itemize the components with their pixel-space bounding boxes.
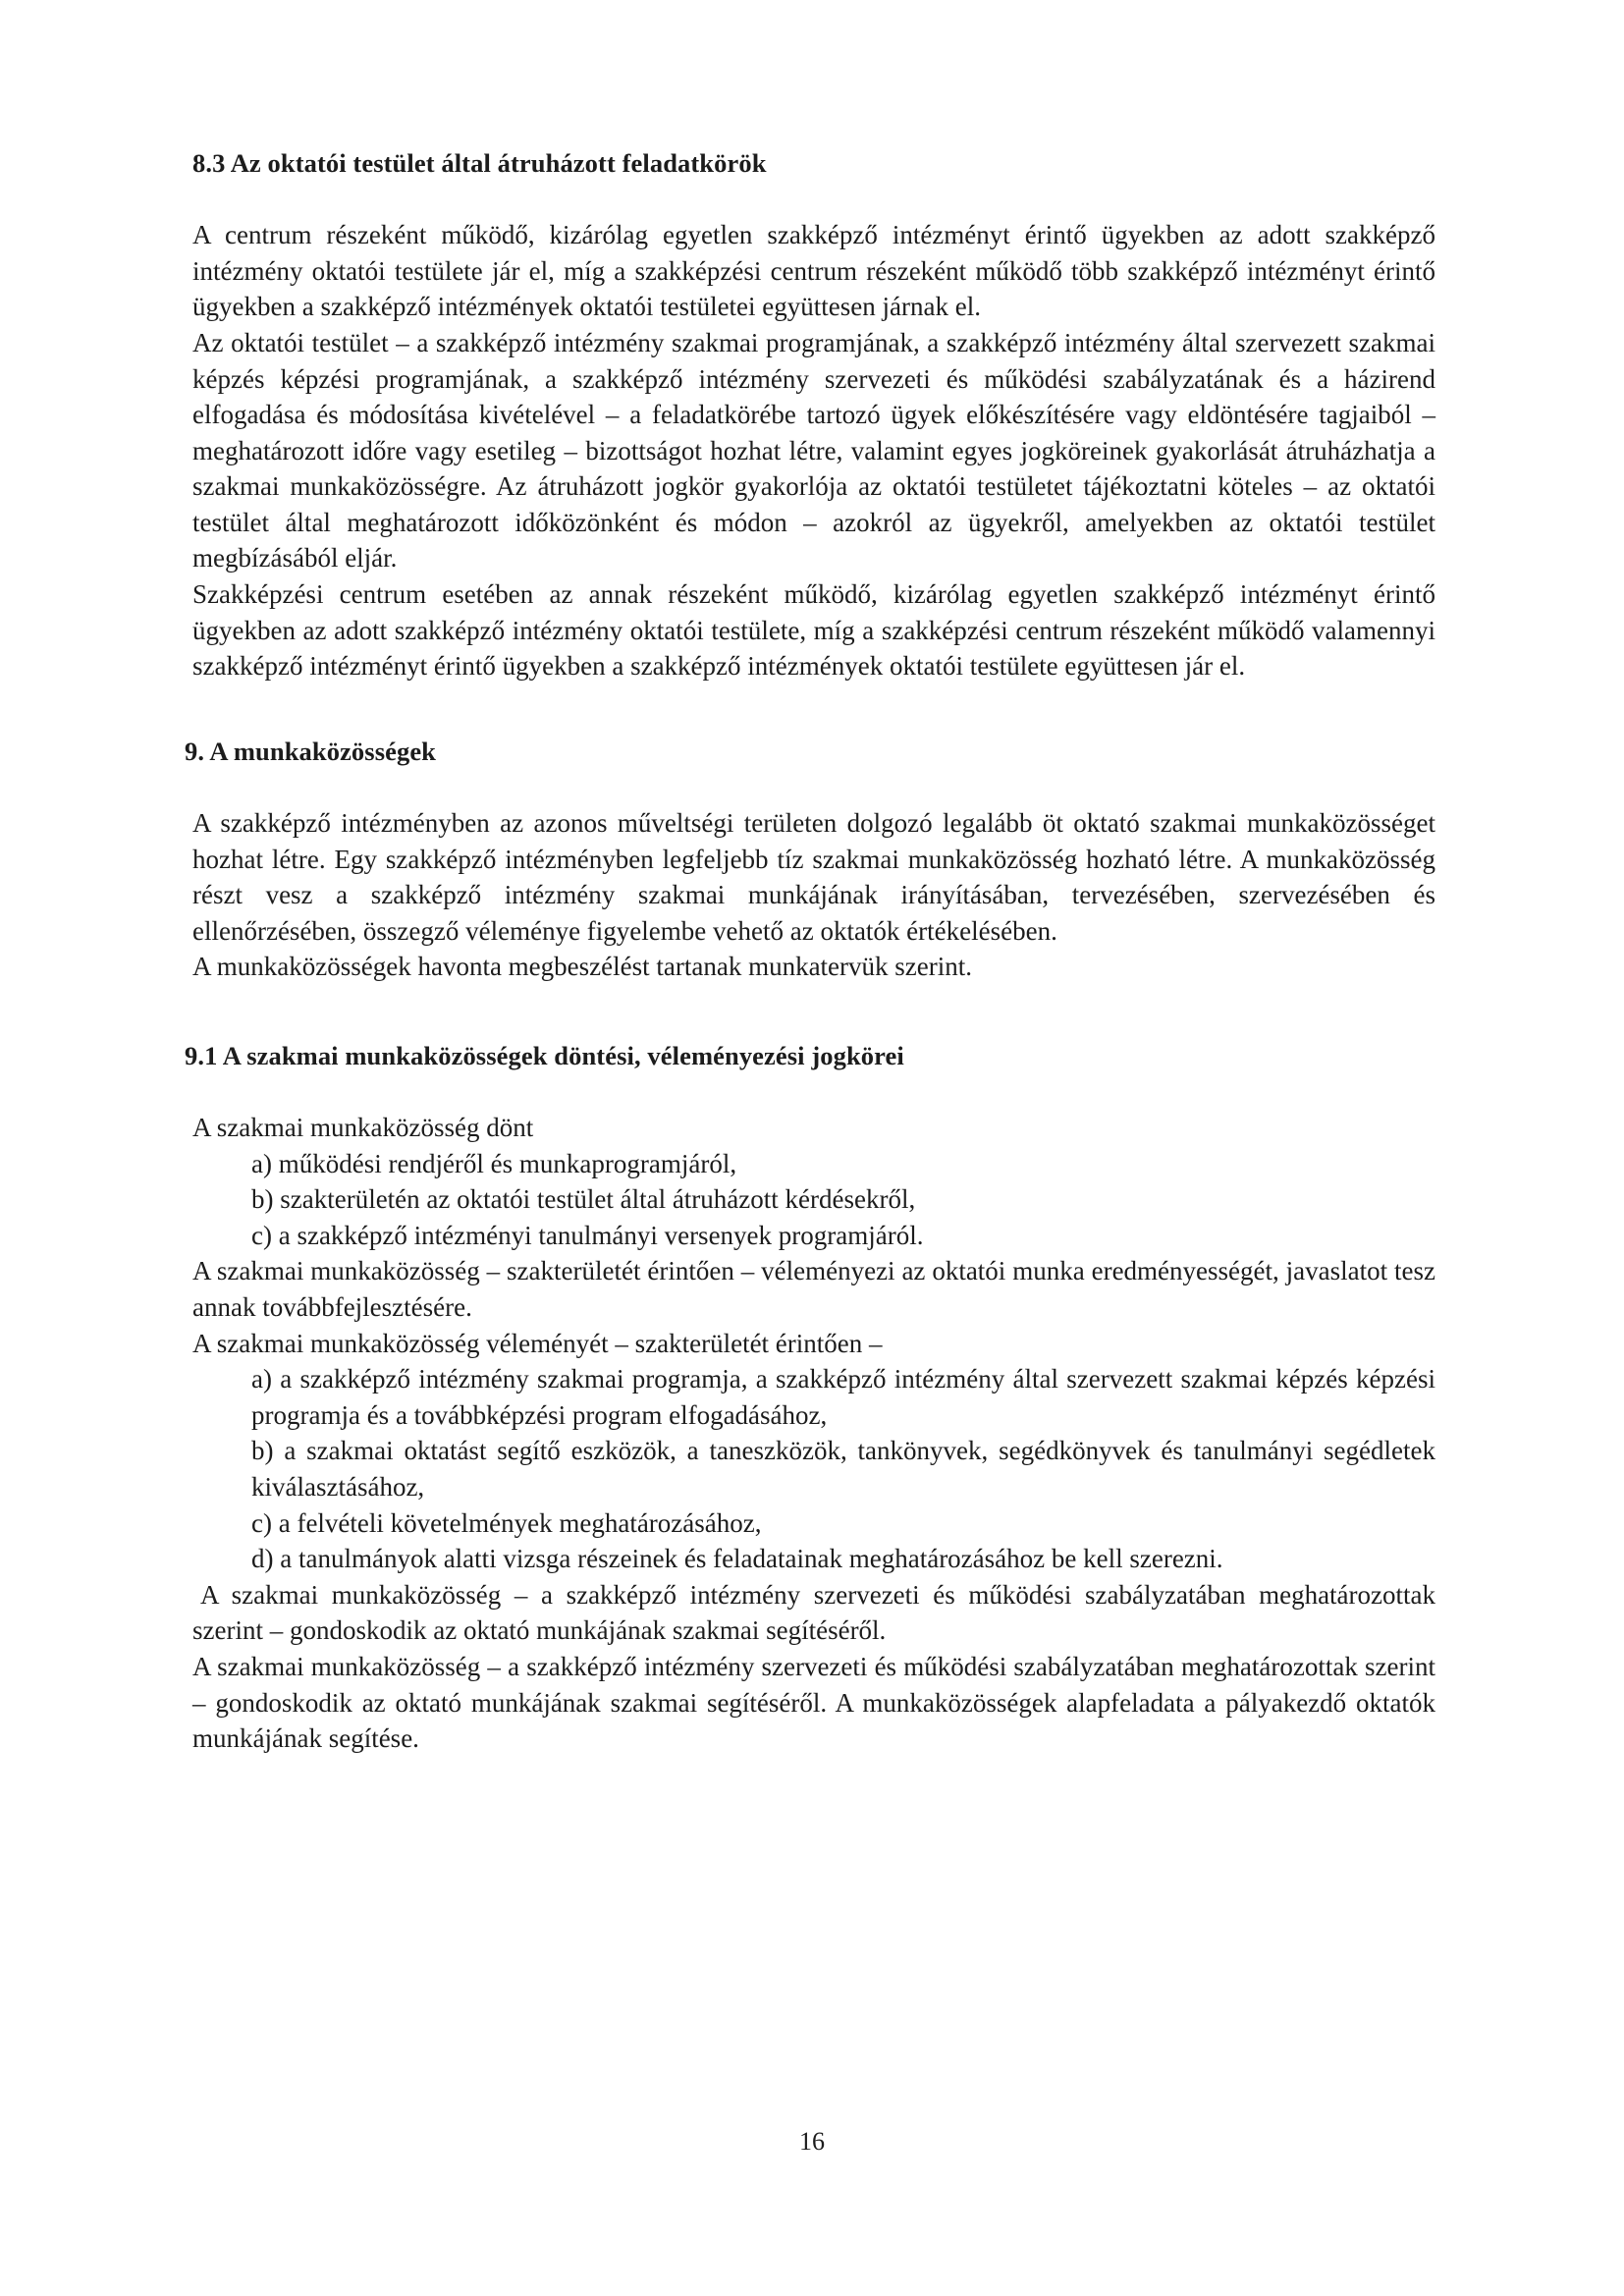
- list-item: b) szakterületén az oktatói testület által átruházott kérdésekről,: [251, 1184, 916, 1215]
- list-item: c) a szakképző intézményi tanulmányi versenyek programjáról.: [251, 1220, 924, 1250]
- spacer: [192, 985, 1435, 1040]
- paragraph-closing-2: A szakmai munkaközösség – a szakképző intézmény szervezeti és működési szabályzatában meghatározottak szerint – gondoskodik az oktató munkájának szakmai segítéséről. A munkaközösségek alapfeladata a pályakezdő oktatók munkájának segítése.: [192, 1651, 1435, 1754]
- paragraph-opinion-effectiveness: A szakmai munkaközösség – szakterületét érintően – véleményezi az oktatói munka eredményességét, javaslatot tesz annak továbbfejlesztésére.: [192, 1256, 1435, 1323]
- heading-section-8-3: 8.3 Az oktatói testület által átruházott feladatkörök: [192, 148, 767, 178]
- paragraph-8-3-2: Az oktatói testület – a szakképző intézmény szakmai programjának, a szakképző intézmény által szervezett szakmai képzés képzési programjának, a szakképző intézmény szervezeti és működési szabályzatának és a házirend elfogadása és módosítása kivételével – a feladatkörébe tartozó ügyek előkészítésére vagy eldöntésére tagjaiból – meghatározott időre vagy esetileg – bizottságot hozhat létre, valamint egyes jogköreinek gyakorlását átruházhatja a szakmai munkaközösségre. Az átruházott jogkör gyakorlója az oktatói testületet tájékoztatni köteles – az oktatói testület által meghatározott időközönként és módon – azokról az ügyekről, amelyekben az oktatói testület megbízásából eljár.: [192, 327, 1435, 574]
- spacer: [192, 1072, 1435, 1110]
- heading-section-9: 9. A munkaközösségek: [185, 736, 437, 766]
- spacer: [192, 768, 1435, 805]
- spacer: [192, 684, 1435, 736]
- page-number: 16: [799, 2127, 825, 2156]
- list-item: b) a szakmai oktatást segítő eszközök, a taneszközök, tankönyvek, segédkönyvek és tanulmányi segédletek kiválasztásához,: [251, 1436, 1435, 1502]
- spacer: [192, 180, 1435, 217]
- list-item: c) a felvételi követelmények meghatározásához,: [251, 1507, 762, 1538]
- list-item: a) működési rendjéről és munkaprogramjáról,: [251, 1148, 737, 1178]
- paragraph-8-3-1: A centrum részeként működő, kizárólag egyetlen szakképző intézményt érintő ügyekben az adott szakképző intézmény oktatói testülete jár el, míg a szakképzési centrum részeként működő több szakképző intézményt érintő ügyekben a szakképző intézmények oktatói testületei együttesen járnak el.: [192, 220, 1435, 322]
- paragraph-8-3-3: Szakképzési centrum esetében az annak részeként működő, kizárólag egyetlen szakképző intézményt érintő ügyekben az adott szakképző intézmény oktatói testülete, míg a szakképzési centrum részeként működő valamennyi szakképző intézményt érintő ügyekben a szakképző intézmények oktatói testülete együttesen jár el.: [192, 579, 1435, 682]
- intro-opinion-powers: A szakmai munkaközösség véleményét – szakterületét érintően –: [192, 1328, 883, 1358]
- heading-section-9-1: 9.1 A szakmai munkaközösségek döntési, véleményezési jogkörei: [185, 1040, 904, 1070]
- decision-powers-list: [192, 1146, 1435, 1254]
- intro-decision-powers: A szakmai munkaközösség dönt: [192, 1113, 534, 1143]
- list-item: a) a szakképző intézmény szakmai programja, a szakképző intézmény által szervezett szakmai képzés képzési programja és a továbbképzési program elfogadásához,: [251, 1364, 1435, 1430]
- paragraph-9-1: A szakképző intézményben az azonos műveltségi területen dolgozó legalább öt oktató szakmai munkaközösséget hozhat létre. Egy szakképző intézményben legfeljebb tíz szakmai munkaközösség hozható létre. A munkaközösség részt vesz a szakképző intézmény szakmai munkájának irányításában, tervezésében, szervezésében és ellenőrzésében, összegző véleménye figyelembe vehető az oktatók értékelésében.: [192, 807, 1435, 946]
- paragraph-closing-1: A szakmai munkaközösség – a szakképző intézmény szervezeti és működési szabályzatában meghatározottak szerint – gondoskodik az oktató munkájának szakmai segítéséről.: [192, 1579, 1435, 1646]
- opinion-powers-list: [192, 1361, 1435, 1577]
- paragraph-9-2: A munkaközösségek havonta megbeszélést tartanak munkatervük szerint.: [192, 952, 972, 982]
- page-content-column: [185, 147, 1435, 1757]
- list-item: d) a tanulmányok alatti vizsga részeinek és feladatainak meghatározásához be kell szerezni.: [251, 1544, 1223, 1574]
